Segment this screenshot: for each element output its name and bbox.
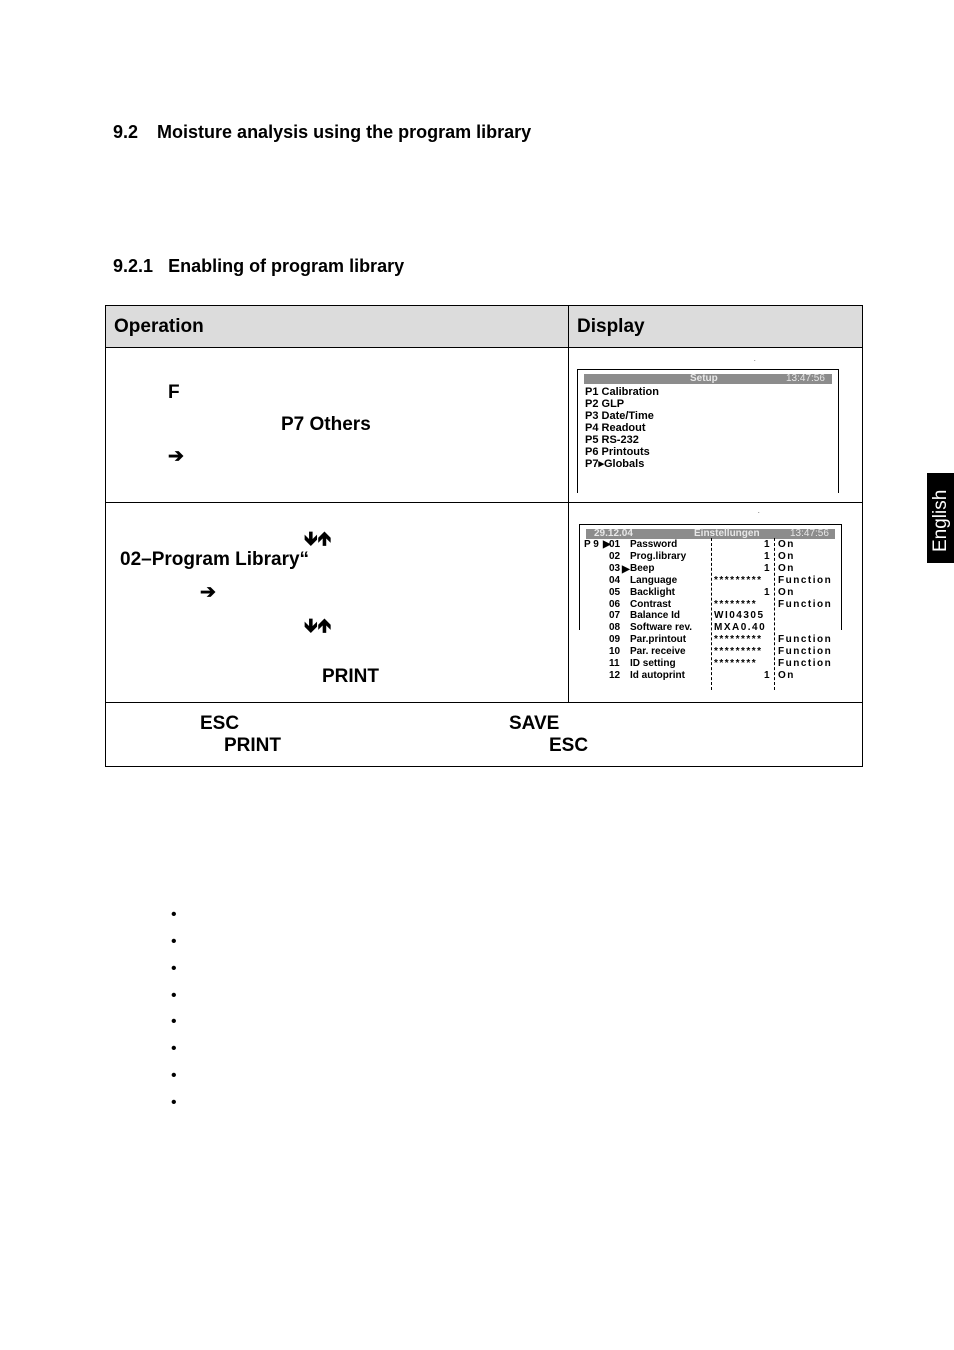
lcd-menu-item: P4 Readout	[585, 422, 646, 434]
lcd-date: 29.12.04	[594, 528, 633, 539]
lcd-row-name: Par.printout	[630, 634, 687, 646]
lcd-cursor-icon: ▶	[603, 539, 611, 550]
lcd-row-name: Language	[630, 574, 678, 586]
section-heading	[113, 122, 531, 143]
header-operation: Operation	[106, 306, 568, 347]
lcd-menu-item: P5 RS-232	[585, 434, 639, 446]
lcd-title-bar	[584, 374, 832, 384]
lcd-row-number: 11	[609, 658, 620, 669]
lcd-row-number: 03	[609, 562, 621, 574]
lcd-row-option: On	[778, 550, 795, 562]
dot-mark: .	[754, 357, 756, 363]
lcd-row-value: *********	[714, 574, 763, 586]
subsection-number: 9.2.1	[113, 256, 154, 276]
lcd-row-option: On	[778, 669, 795, 681]
lcd-row-number: 12	[609, 669, 621, 681]
lcd-row-option: On	[778, 539, 795, 550]
bullet: •	[171, 906, 177, 923]
lcd-row-name: Balance Id	[630, 610, 681, 622]
lcd-row-value: ********	[714, 598, 758, 610]
lcd-menu-item: P3 Date/Time	[585, 410, 654, 422]
lcd-row-number: 09	[609, 634, 621, 646]
table-column-divider	[568, 305, 569, 702]
key-esc: ESC	[200, 713, 240, 734]
lcd-row-option: On	[778, 562, 795, 574]
lcd-row-number: 06	[609, 598, 621, 610]
lcd-row-name: Par. receive	[630, 646, 686, 658]
key-esc: ESC	[549, 735, 589, 756]
lcd-row-value: WI04305	[714, 610, 765, 622]
dot-mark: .	[758, 509, 760, 515]
table-divider	[105, 702, 863, 703]
lcd-row-option: Function	[778, 658, 833, 669]
lcd-row-name: Contrast	[630, 598, 672, 610]
key-print: PRINT	[224, 735, 281, 756]
lcd-row-option: Function	[778, 646, 833, 658]
subsection-heading	[113, 256, 404, 277]
lcd-row-value: 1	[764, 669, 770, 681]
bullet: •	[171, 1040, 177, 1057]
menu-p7-others: P7 Others	[281, 414, 371, 435]
language-label: English	[930, 489, 951, 552]
lcd-menu-item: P2 GLP	[585, 398, 625, 410]
table-divider	[105, 502, 863, 503]
arrow-right-icon: ➔	[168, 446, 184, 467]
lcd-row-number: 07	[609, 610, 621, 622]
lcd-prefix: P 9	[584, 539, 599, 550]
lcd-row-value: 1	[764, 586, 770, 598]
lcd-row-number: 05	[609, 586, 621, 598]
lcd-row-value: MXA0.40	[714, 622, 767, 634]
lcd-column-divider	[711, 538, 712, 690]
lcd-row-option: Function	[778, 598, 833, 610]
lcd-time: 13:47:56	[790, 528, 829, 539]
arrow-down-up-icon: 🡻🡹	[304, 529, 332, 550]
lcd-row-value: 1	[764, 562, 770, 574]
lcd-row-name: Id autoprint	[630, 669, 685, 681]
bullet: •	[171, 960, 177, 977]
lcd-row-number: 02	[609, 550, 621, 562]
bullet: •	[171, 933, 177, 950]
key-f: F	[168, 382, 180, 403]
lcd-row-value: *********	[714, 646, 763, 658]
lcd-title: Einstellungen	[694, 528, 760, 539]
lcd-time: 13:47:56	[786, 373, 825, 384]
lcd-row-number: 01	[609, 539, 621, 550]
lcd-row-value: ********	[714, 658, 758, 669]
section-title: Moisture analysis using the program library	[157, 122, 532, 142]
lcd-row-option: Function	[778, 574, 833, 586]
bullet: •	[171, 1013, 177, 1030]
table-divider	[105, 347, 863, 348]
lcd-cursor-icon: ▶	[622, 564, 630, 575]
key-save: SAVE	[509, 713, 560, 734]
arrow-down-up-icon: 🡻🡹	[304, 616, 332, 637]
lcd-row-option: On	[778, 586, 795, 598]
lcd-row-value: 1	[764, 550, 770, 562]
lcd-menu-item: P6 Printouts	[585, 446, 650, 458]
lcd-column-divider	[774, 538, 775, 690]
lcd-row-name: Software rev.	[630, 622, 693, 634]
lcd-row-name: Backlight	[630, 586, 676, 598]
lcd-row-name: ID setting	[630, 658, 676, 669]
lcd-row-number: 04	[609, 574, 621, 586]
lcd-setup-screen	[577, 369, 839, 493]
lcd-row-value: *********	[714, 634, 763, 646]
lcd-row-option: Function	[778, 634, 833, 646]
item-program-library: 02–Program Library“	[120, 549, 310, 570]
lcd-title: Setup	[690, 373, 718, 384]
language-side-tab	[927, 473, 954, 563]
lcd-row-name: Prog.library	[630, 550, 687, 562]
lcd-row-number: 08	[609, 622, 621, 634]
lcd-menu-item: P7▸Globals	[585, 458, 645, 470]
lcd-row-number: 10	[609, 646, 621, 658]
lcd-row-name: Beep	[630, 562, 655, 574]
lcd-row-name: Password	[630, 539, 678, 550]
arrow-right-icon: ➔	[200, 582, 216, 603]
header-display: Display	[569, 306, 862, 347]
key-print: PRINT	[322, 666, 379, 687]
bullet: •	[171, 987, 177, 1004]
bullet: •	[171, 1067, 177, 1084]
bullet: •	[171, 1094, 177, 1111]
subsection-title: Enabling of program library	[168, 256, 405, 276]
lcd-row-value: 1	[764, 539, 770, 550]
lcd-menu-item: P1 Calibration	[585, 386, 659, 398]
section-number: 9.2	[113, 122, 139, 142]
